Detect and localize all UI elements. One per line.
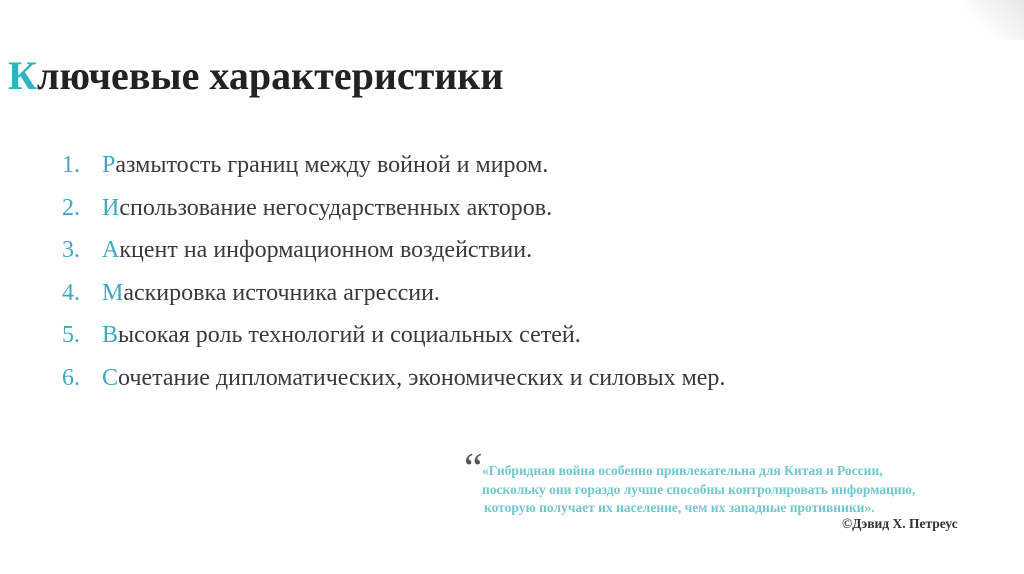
item-first-letter: А bbox=[102, 237, 120, 263]
item-number: 5. bbox=[62, 322, 80, 348]
corner-shadow-decoration bbox=[964, 0, 1024, 40]
item-number: 4. bbox=[62, 279, 80, 306]
title-first-letter: К bbox=[8, 53, 38, 98]
item-first-letter: М bbox=[102, 279, 124, 306]
item-number: 1. bbox=[62, 152, 80, 178]
item-number: 6. bbox=[62, 364, 80, 391]
item-text: азмытость границ между войной и миром. bbox=[115, 152, 549, 178]
quote-line: поскольку они гораздо лучше способны контролировать информацию, bbox=[482, 481, 916, 497]
item-first-letter: В bbox=[102, 322, 119, 348]
quote-mark-icon: “ bbox=[464, 446, 483, 492]
quote-line: «Гибридная война особенно привлекательна для Китая и России, bbox=[482, 463, 883, 478]
item-text: кцент на информационном воздействии. bbox=[119, 237, 533, 263]
list-item bbox=[62, 365, 725, 408]
item-text: ысокая роль технологий и социальных сетей. bbox=[118, 322, 581, 348]
title-rest: лючевые характеристики bbox=[37, 53, 504, 98]
slide-title bbox=[8, 52, 503, 99]
characteristics-list bbox=[62, 152, 725, 407]
item-number: 2. bbox=[62, 194, 80, 221]
item-first-letter: Р bbox=[102, 152, 116, 178]
list-item bbox=[62, 195, 725, 238]
item-text: спользование негосударственных акторов. bbox=[119, 194, 553, 221]
item-number: 3. bbox=[62, 237, 80, 263]
quote-author: ©Дэвид Х. Петреус bbox=[842, 516, 958, 531]
list-item bbox=[62, 152, 725, 195]
list-item bbox=[62, 322, 725, 365]
quote-text bbox=[482, 462, 982, 518]
item-text: очетание дипломатических, экономических и силовых мер. bbox=[118, 364, 726, 391]
item-text: аскировка источника агрессии. bbox=[123, 279, 440, 306]
item-first-letter: С bbox=[102, 364, 119, 391]
list-item bbox=[62, 280, 725, 323]
quote-line: которую получает их население, чем их западные противники». bbox=[484, 500, 875, 515]
item-first-letter: И bbox=[102, 194, 120, 221]
list-item bbox=[62, 237, 725, 280]
